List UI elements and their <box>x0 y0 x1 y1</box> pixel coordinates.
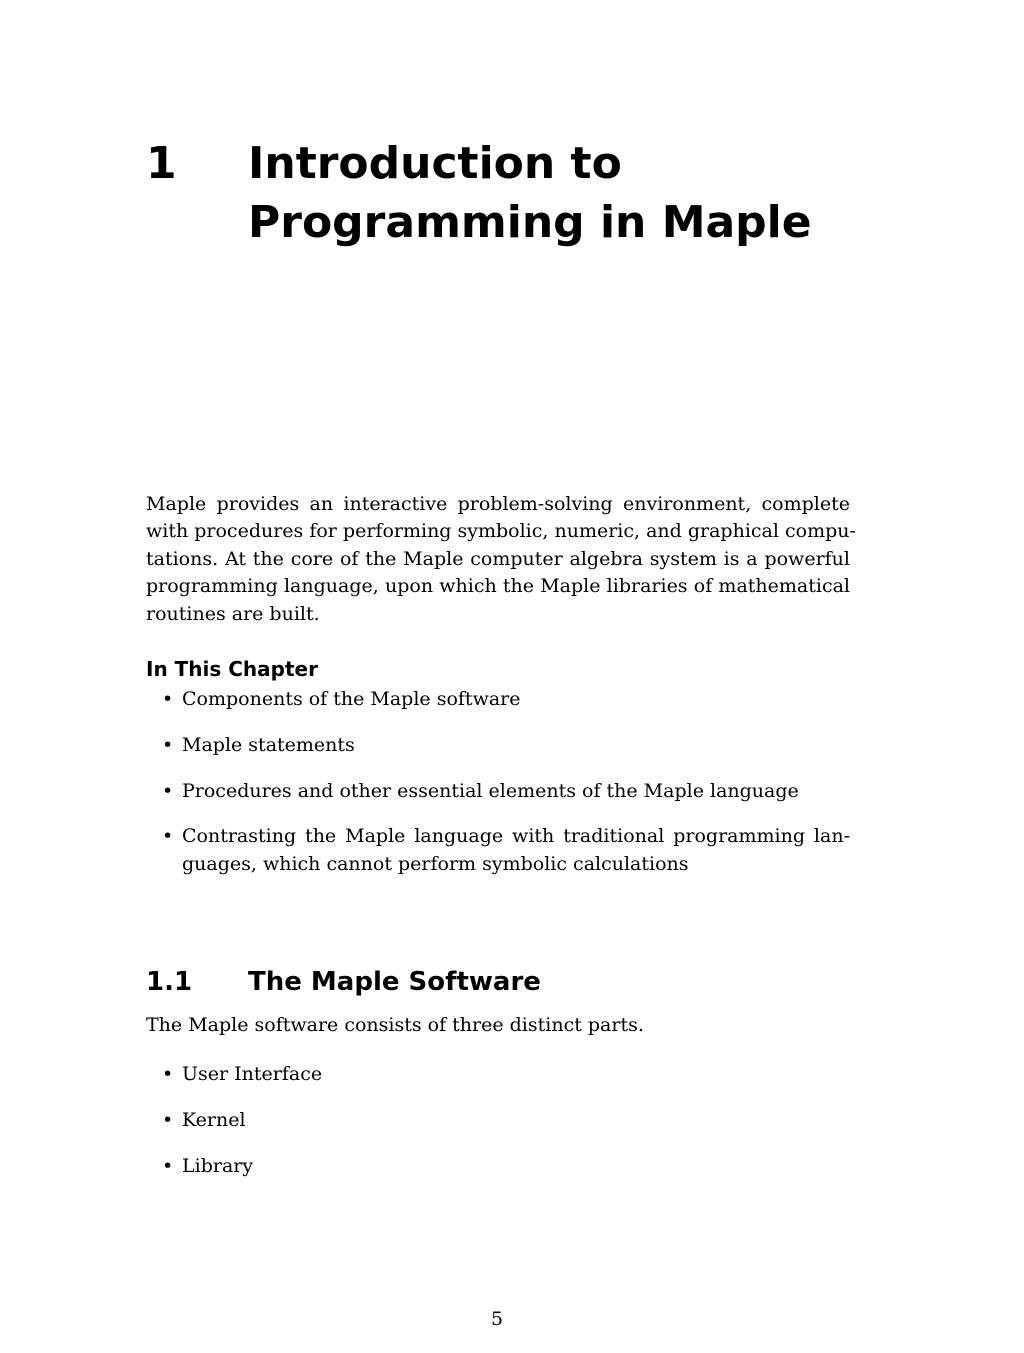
section-intro: The Maple software consists of three distinct parts. <box>146 1014 644 1036</box>
section-number: 1.1 <box>146 967 193 997</box>
intro-line: programming language, upon which the Maple libraries of mathematical <box>146 575 850 598</box>
list-item <box>146 1061 850 1088</box>
chapter-heading <box>146 134 906 252</box>
bullet-icon: • <box>162 1063 174 1085</box>
section-heading <box>146 964 541 1000</box>
list-item <box>146 732 850 759</box>
list-item <box>146 1107 850 1134</box>
in-this-chapter-heading: In This Chapter <box>146 657 318 681</box>
list-item <box>146 686 850 713</box>
list-item-text: Contrasting the Maple language with traditional programming lan- <box>182 825 850 848</box>
list-item-text: Maple statements <box>182 733 355 756</box>
list-item-text: Library <box>182 1154 254 1177</box>
list-item-text: Kernel <box>182 1108 246 1131</box>
list-item <box>146 823 850 878</box>
chapter-title-line-1: Introduction to <box>248 138 622 189</box>
intro-line: routines are built. <box>146 602 320 625</box>
bullet-icon: • <box>162 688 174 710</box>
intro-line: with procedures for performing symbolic, numeric, and graphical compu- <box>146 520 856 543</box>
intro-line: Maple provides an interactive problem-solving environment, complete <box>146 493 850 515</box>
bullet-icon: • <box>162 825 174 848</box>
list-item <box>146 1153 850 1180</box>
section-title: The Maple Software <box>248 967 541 997</box>
chapter-topics-list <box>146 686 850 897</box>
bullet-icon: • <box>162 779 174 802</box>
list-item-text: User Interface <box>182 1063 323 1085</box>
intro-line: tations. At the core of the Maple computer algebra system is a powerful <box>146 547 850 570</box>
intro-paragraph <box>146 491 856 628</box>
list-item-text: Components of the Maple software <box>182 688 521 710</box>
chapter-title-line-2: Programming in Maple <box>248 197 812 248</box>
bullet-icon: • <box>162 1154 174 1177</box>
list-item <box>146 778 850 805</box>
software-parts-list <box>146 1061 850 1198</box>
page-number: 5 <box>490 1308 504 1330</box>
bullet-icon: • <box>162 1108 174 1131</box>
chapter-title <box>248 134 812 252</box>
chapter-number: 1 <box>146 138 177 189</box>
list-item-text-continued: guages, which cannot perform symbolic calculations <box>182 852 689 875</box>
bullet-icon: • <box>162 733 174 756</box>
list-item-text: Procedures and other essential elements of the Maple language <box>182 779 799 802</box>
